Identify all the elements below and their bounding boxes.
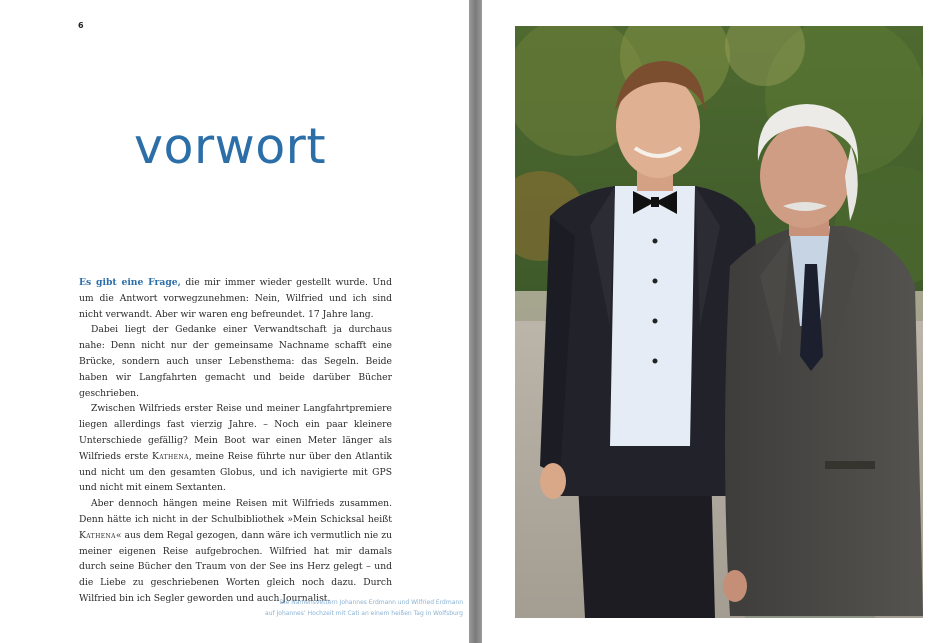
boat-name: Kathena [151, 450, 189, 462]
paragraph-2: Dabei liegt der Gedanke einer Verwandtschaft ja durchaus nahe: Denn nicht nur der gemeinsame Nachname schafft eine Brücke, sondern auch unser Lebensthema: das Segeln. Beide haben wir Langfahrten gemacht und beide darüber Bücher geschrieben. [79, 324, 392, 399]
wedding-photo [515, 26, 923, 618]
book-title-boat: Kathena [79, 529, 116, 541]
book-gutter [469, 0, 482, 643]
page-number: 6 [78, 21, 84, 30]
paragraph-4 [79, 496, 392, 607]
chapter-title: vorwort [134, 118, 327, 175]
paragraph-3-text-a: Zwischen Wilfrieds erster Reise und meiner Langfahrtpremiere liegen allerdings fast vierzig Jahre. – Noch ein paar kleinere Unterschiede gefällig? Mein Boot war einen Meter länger als Wilfrieds erste [79, 403, 392, 462]
paragraph-1-text: die mir immer wieder gestellt wurde. Und um die Antwort vorwegzunehmen: Nein, Wilfried und ich sind nicht verwandt. Aber wir waren eng befreundet. 17 Jahre lang. [79, 277, 392, 320]
caption-line-2: auf Johannes’ Hochzeit mit Cati an einem heißen Tag in Wolfsburg [265, 610, 463, 617]
paragraph-3 [79, 401, 392, 496]
body-text [79, 275, 392, 607]
lead-in: Es gibt eine Frage, [79, 277, 181, 288]
paragraph-1 [79, 275, 392, 322]
caption-line-1: Die Namensvettern Johannes Erdmann und Wilfried Erdmann [279, 599, 463, 606]
left-page [0, 0, 469, 643]
paragraph-4-text-b: « aus dem Regal gezogen, dann wäre ich vermutlich nie zu meiner eigenen Reise aufgebrochen. Wilfried hat mir damals durch seine Bücher den Traum von der See ins Herz gelegt – und die Liebe zu geschriebenen Worten gleich noch dazu. Durch Wilfried bin ich Segler geworden und auch Journalist. [79, 529, 392, 604]
right-page [482, 0, 947, 643]
paragraph-4-text-a: Aber dennoch hängen meine Reisen mit Wilfrieds zusammen. Denn hätte ich nicht in der Schulbibliothek »Mein Schicksal heißt [79, 498, 392, 525]
photo-caption [210, 597, 463, 619]
paragraph-3-text-b: , meine Reise führte nur über den Atlantik und nicht um den gesamten Globus, und ich navigierte mit GPS und nicht mit einem Sextanten. [79, 450, 392, 494]
